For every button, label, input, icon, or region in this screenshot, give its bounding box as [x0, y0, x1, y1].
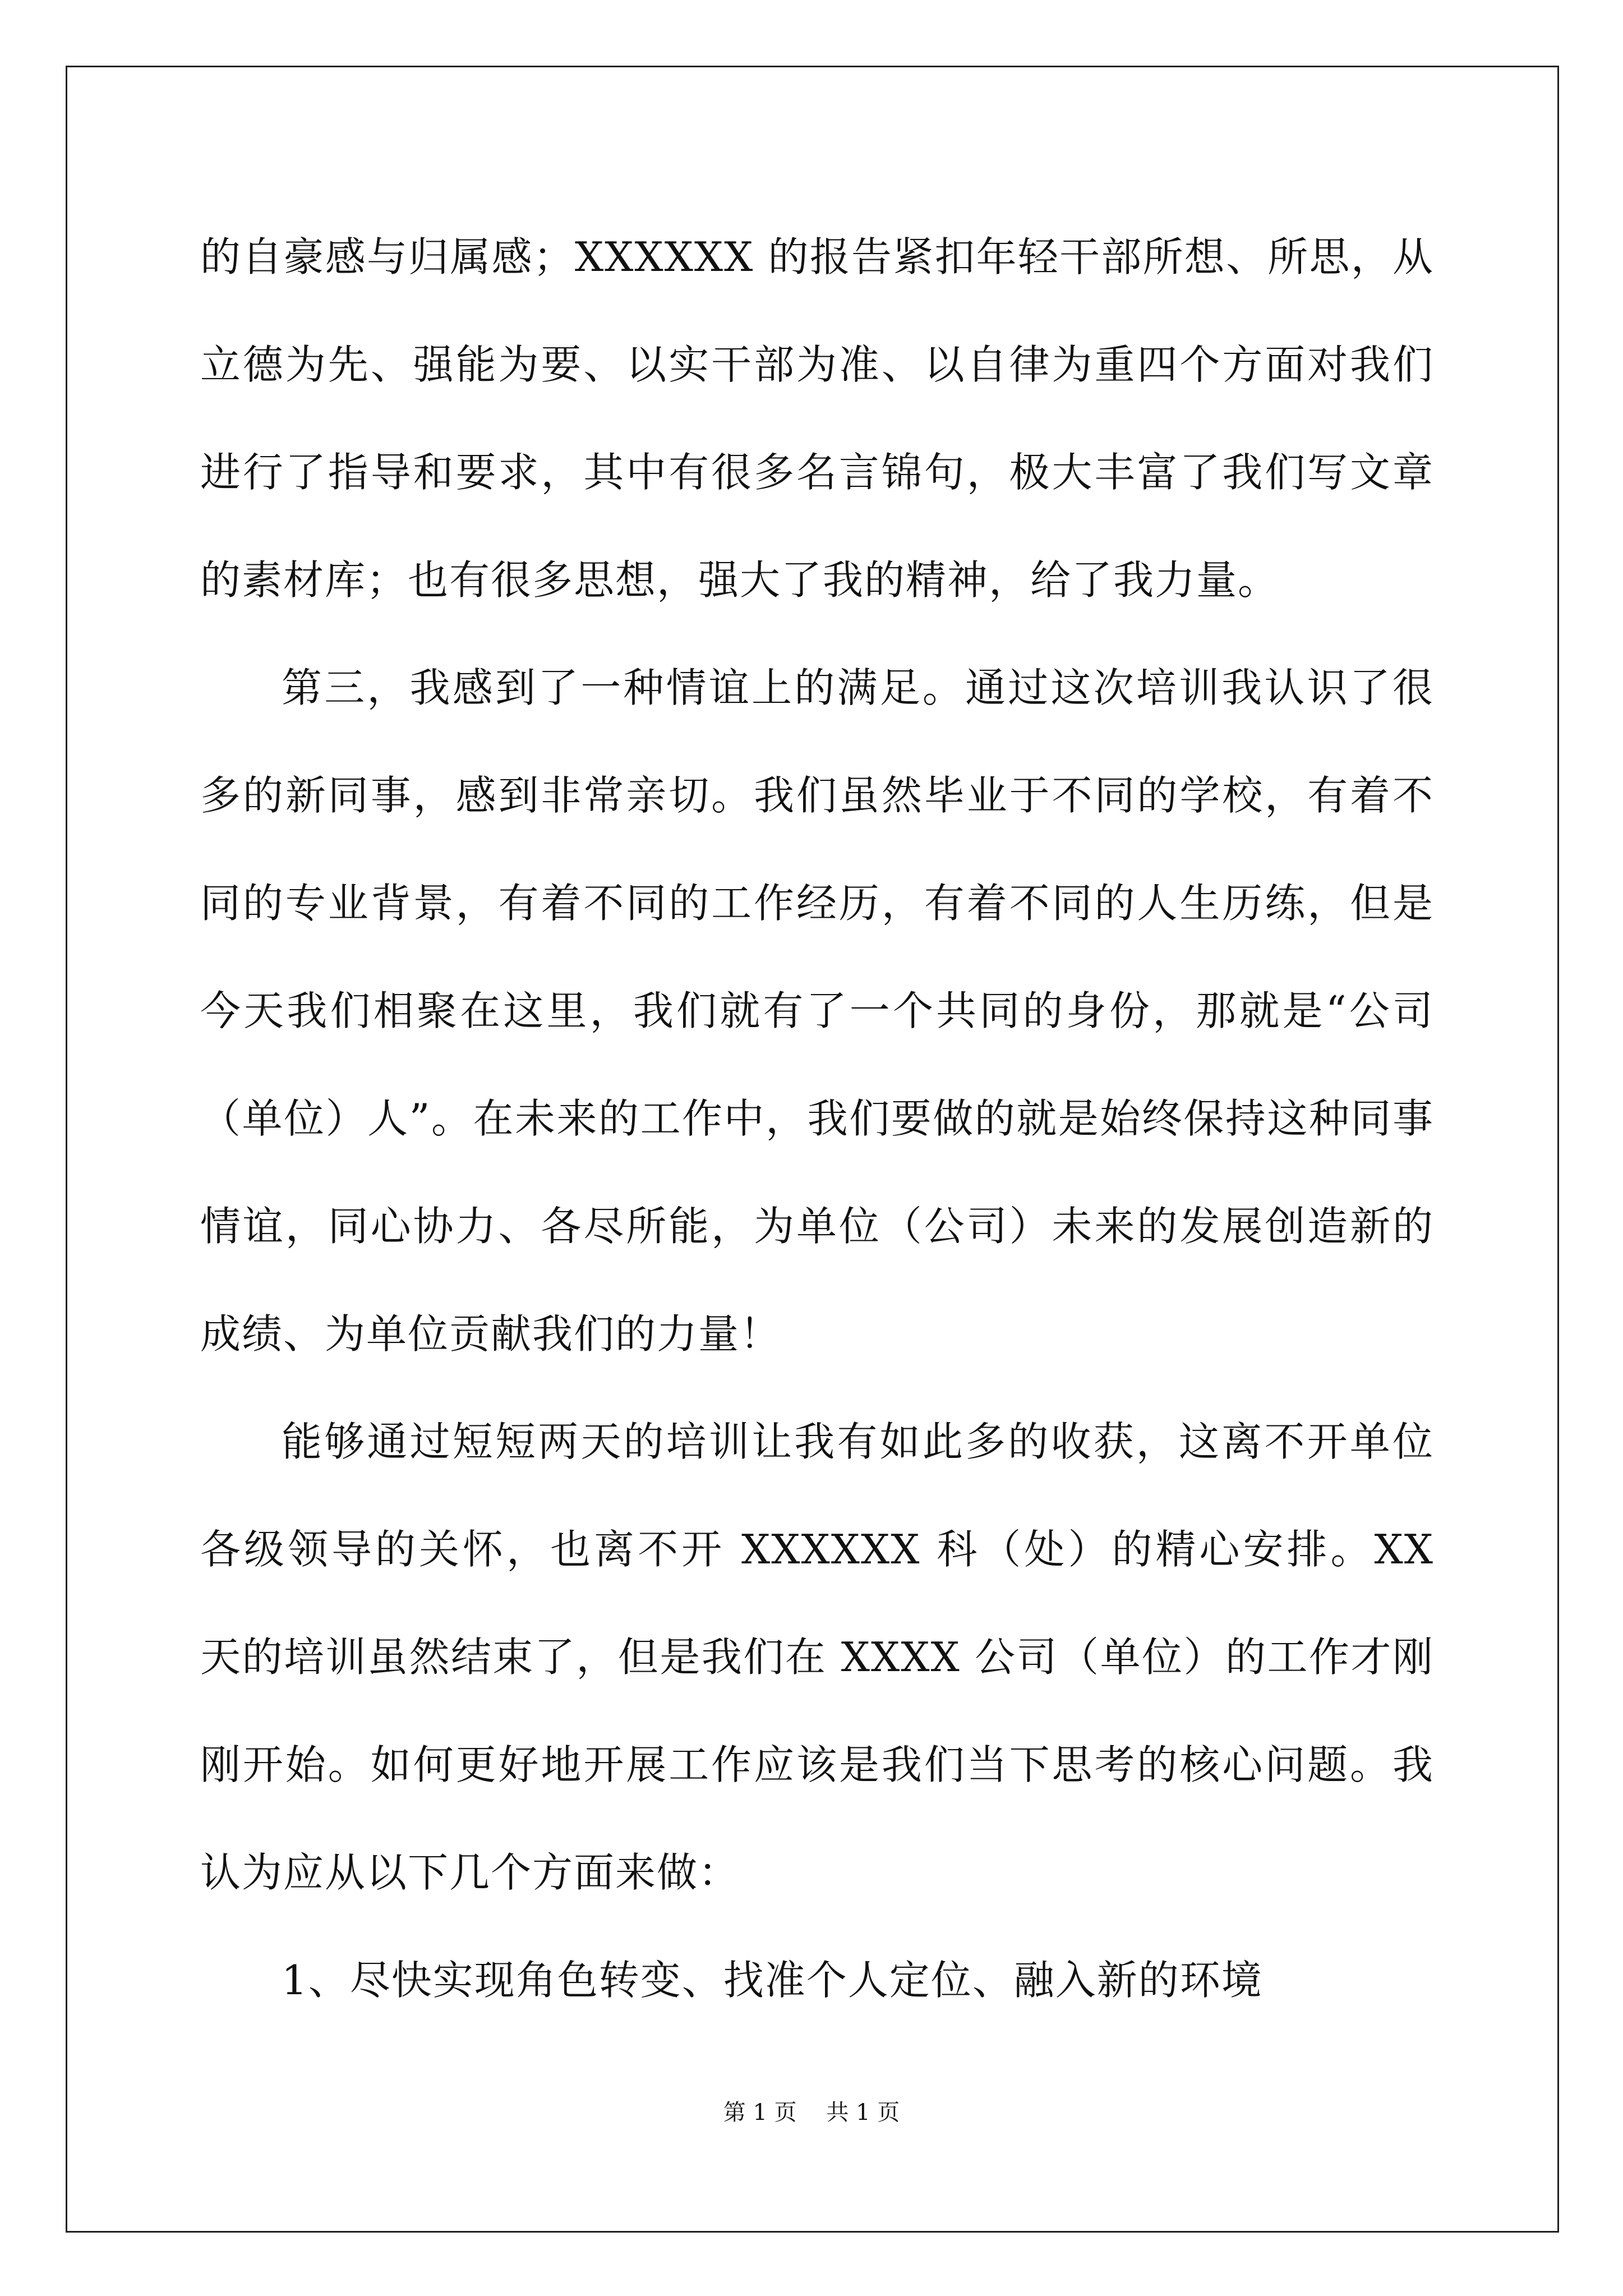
paragraph-2: 第三，我感到了一种情谊上的满足。通过这次培训我认识了很多的新同事，感到非常亲切。我们虽然毕业于不同的学校，有着不同的专业背景，有着不同的工作经历，有着不同的人生历练，但是今天我们相聚在这里，我们就有了一个共同的身份，那就是“公司（单位）人”。在未来的工作中，我们要做的就是始终保持这种同事情谊，同心协力、各尽所能，为单位（公司）未来的发展创造新的成绩、为单位贡献我们的力量！	[200, 664, 1434, 1358]
page-footer	[0, 2096, 1623, 2129]
document-body	[200, 203, 1434, 2034]
paragraph-4: 1、尽快实现角色转变、找准个人定位、融入新的环境	[282, 1957, 1263, 2004]
paragraph-3: 能够通过短短两天的培训让我有如此多的收获，这离不开单位各级领导的关怀，也离不开 XXXXXX 科（处）的精心安排。XX 天的培训虽然结束了，但是我们在 XXXX 公司（单位）的工作才刚刚开始。如何更好地开展工作应该是我们当下思考的核心问题。我认为应从以下几个方面来做：	[200, 1418, 1434, 1896]
paragraph-1: 的自豪感与归属感；XXXXXX 的报告紧扣年轻干部所想、所思，从立德为先、强能为要、以实干部为准、以自律为重四个方面对我们进行了指导和要求，其中有很多名言锦句，极大丰富了我们写文章的素材库；也有很多思想，强大了我的精神，给了我力量。	[200, 233, 1434, 604]
page-number-current: 第 1 页	[723, 2100, 797, 2125]
page-number-total: 共 1 页	[826, 2100, 900, 2125]
